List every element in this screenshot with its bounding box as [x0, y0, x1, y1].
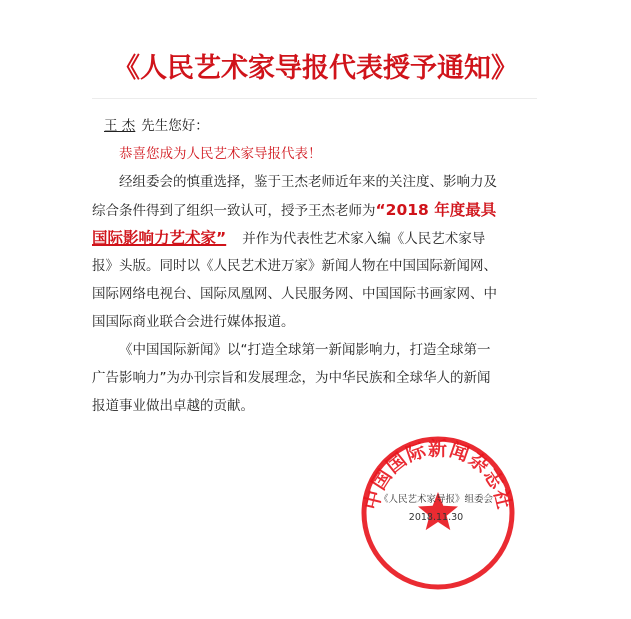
signature-org: 《人民艺术家导报》组委会 [378, 494, 493, 505]
award-title-part-1: “2018 年度最具 [375, 201, 497, 219]
para1-line-6: 国国际商业联合会进行媒体报道。 [92, 314, 295, 330]
recipient-name: 王 杰 [104, 118, 136, 134]
para1-line-3 [92, 224, 539, 252]
salutation [92, 112, 539, 140]
salutation-suffix: 先生您好： [141, 118, 209, 134]
seal-text: 中国国际新闻杂志社 [360, 438, 516, 512]
para2-line-2: 广告影响力”为办刊宗旨和发展理念，为中华民族和全球华人的新闻 [92, 370, 491, 386]
signature-date: 2018.11.30 [408, 512, 464, 523]
congrats-line: 恭喜您成为人民艺术家导报代表！ [119, 146, 322, 162]
para1-line-5: 国际网络电视台、国际凤凰网、人民服务网、中国国际书画家网、中 [92, 286, 497, 302]
award-title-part-2: 国际影响力艺术家” [92, 229, 227, 247]
para1-line-2 [92, 196, 539, 224]
para2-line-1: 《中国国际新闻》以“打造全球第一新闻影响力，打造全球第一 [119, 342, 491, 358]
para1-line-3-text: 并作为代表性艺术家入编《人民艺术家导 [242, 231, 486, 247]
para1-line-1: 经组委会的慎重选择，鉴于王杰老师近年来的关注度、影响力及 [119, 174, 497, 190]
notice-body [92, 112, 539, 420]
signature-block [356, 491, 516, 527]
divider [92, 98, 537, 99]
para1-line-2-text: 综合条件得到了组织一致认可，授予王杰老师为 [92, 203, 376, 219]
para1-line-4: 报》头版。同时以《人民艺术进万家》新闻人物在中国国际新闻网、 [92, 258, 497, 274]
para2-line-3: 报道事业做出卓越的贡献。 [92, 398, 254, 414]
page-title: 《人民艺术家导报代表授予通知》 [113, 53, 518, 84]
